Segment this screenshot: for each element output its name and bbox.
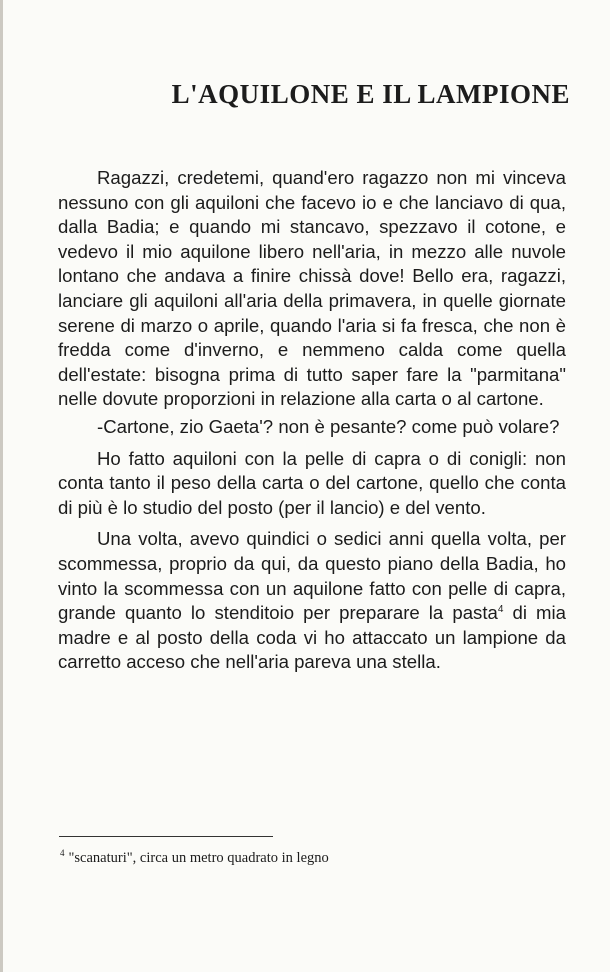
paragraph-4 <box>58 527 566 675</box>
paragraph-2: -Cartone, zio Gaeta'? non è pesante? come può volare? <box>97 415 560 437</box>
footnote <box>60 849 329 867</box>
chapter-title: L'AQUILONE E IL LAMPIONE <box>171 79 570 109</box>
paragraph-1: Ragazzi, credetemi, quand'ero ragazzo non mi vinceva nessuno con gli aquiloni che facevo io e che lanciavo di qua, dalla Badia; e quando mi stancavo, spezzavo il cotone, e vedevo il mio aquilone libero nell'aria, in mezzo alle nuvole lontano che andava a finire chissà dove! Bello era, ragazzi, lanciare gli aquiloni all'aria della primavera, in quelle giornate serene di marzo o aprile, quando l'aria si fa fresca, che non è fredda come d'inverno, e nemmeno calda come quella dell'estate: bisogna prima di tutto saper fare la "parmitana" nelle dovute proporzioni in relazione alla carta o al cartone. <box>58 167 566 410</box>
page-edge <box>0 0 3 972</box>
footnote-number: 4 <box>60 848 65 858</box>
footnote-text: "scanaturi", circa un metro quadrato in legno <box>68 850 329 866</box>
paragraph-4-text-end: di mia madre e al posto della coda vi ho attaccato un lampione da carretto acceso che nell'aria pareva una stella. <box>58 602 566 673</box>
footnote-reference: 4 <box>497 604 504 616</box>
paragraph-3: Ho fatto aquiloni con la pelle di capra o di conigli: non conta tanto il peso della carta o del cartone, quello che conta di più è lo studio del posto (per il lancio) e del vento. <box>58 447 566 518</box>
story-body <box>58 166 566 675</box>
paragraph-4-text-start: Una volta, avevo quindici o sedici anni quella volta, per scommessa, proprio da qui, da questo piano della Badia, ho vinto la scommessa con un aquilone fatto con pelle di capra, grande quanto lo stenditoio per preparare la pasta <box>58 528 566 624</box>
footnote-divider <box>59 836 273 837</box>
